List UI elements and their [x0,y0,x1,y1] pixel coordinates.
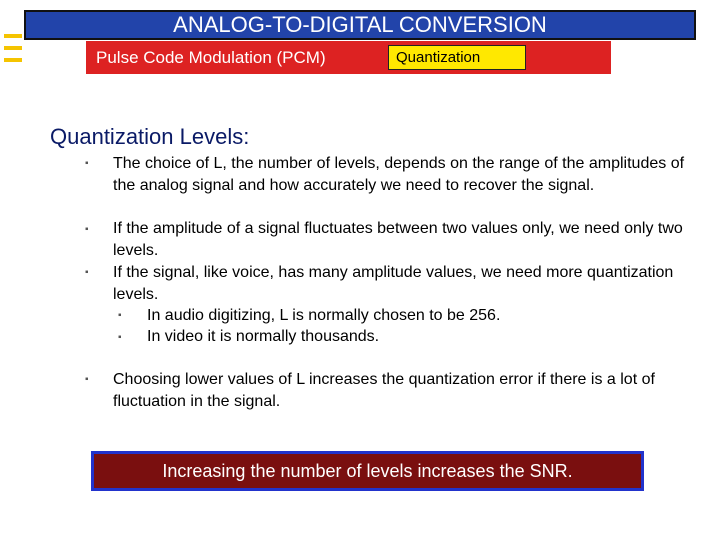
list-item-text: If the signal, like voice, has many amplitude values, we need more quantization levels. [113,264,674,303]
list-item [113,262,698,305]
slide-title: ANALOG-TO-DIGITAL CONVERSION [24,10,696,40]
decorative-bar [4,58,22,62]
section-heading: Quantization Levels: [50,124,250,149]
list-item-text: Choosing lower values of L increases the quantization error if there is a lot of fluctuation in the signal. [113,371,655,410]
list-item [113,153,698,196]
decorative-bar [4,34,22,38]
subtitle-tag: Quantization [388,45,526,70]
subtitle-bar [86,41,611,74]
list-item-text: In audio digitizing, L is normally chosen to be 256. [147,307,501,324]
subtitle-left: Pulse Code Modulation (PCM) [96,48,326,67]
bullet-icon: ▪ [85,267,89,278]
bullet-icon: ▪ [118,332,122,343]
conclusion-banner: Increasing the number of levels increases the SNR. [91,451,644,491]
list-item [147,326,687,348]
list-item-text: The choice of L, the number of levels, depends on the range of the amplitudes of the analog signal and how accurately we need to recover the signal. [113,155,685,194]
bullet-icon: ▪ [85,374,89,385]
decorative-bar [4,46,22,50]
list-item-text: In video it is normally thousands. [147,328,380,345]
bullet-icon: ▪ [85,158,89,169]
list-item-text: If the amplitude of a signal fluctuates between two values only, we need only two levels. [113,220,683,259]
bullet-icon: ▪ [118,310,122,321]
list-item [147,305,687,327]
list-item [113,218,698,261]
list-item [113,369,698,412]
bullet-icon: ▪ [85,224,89,235]
